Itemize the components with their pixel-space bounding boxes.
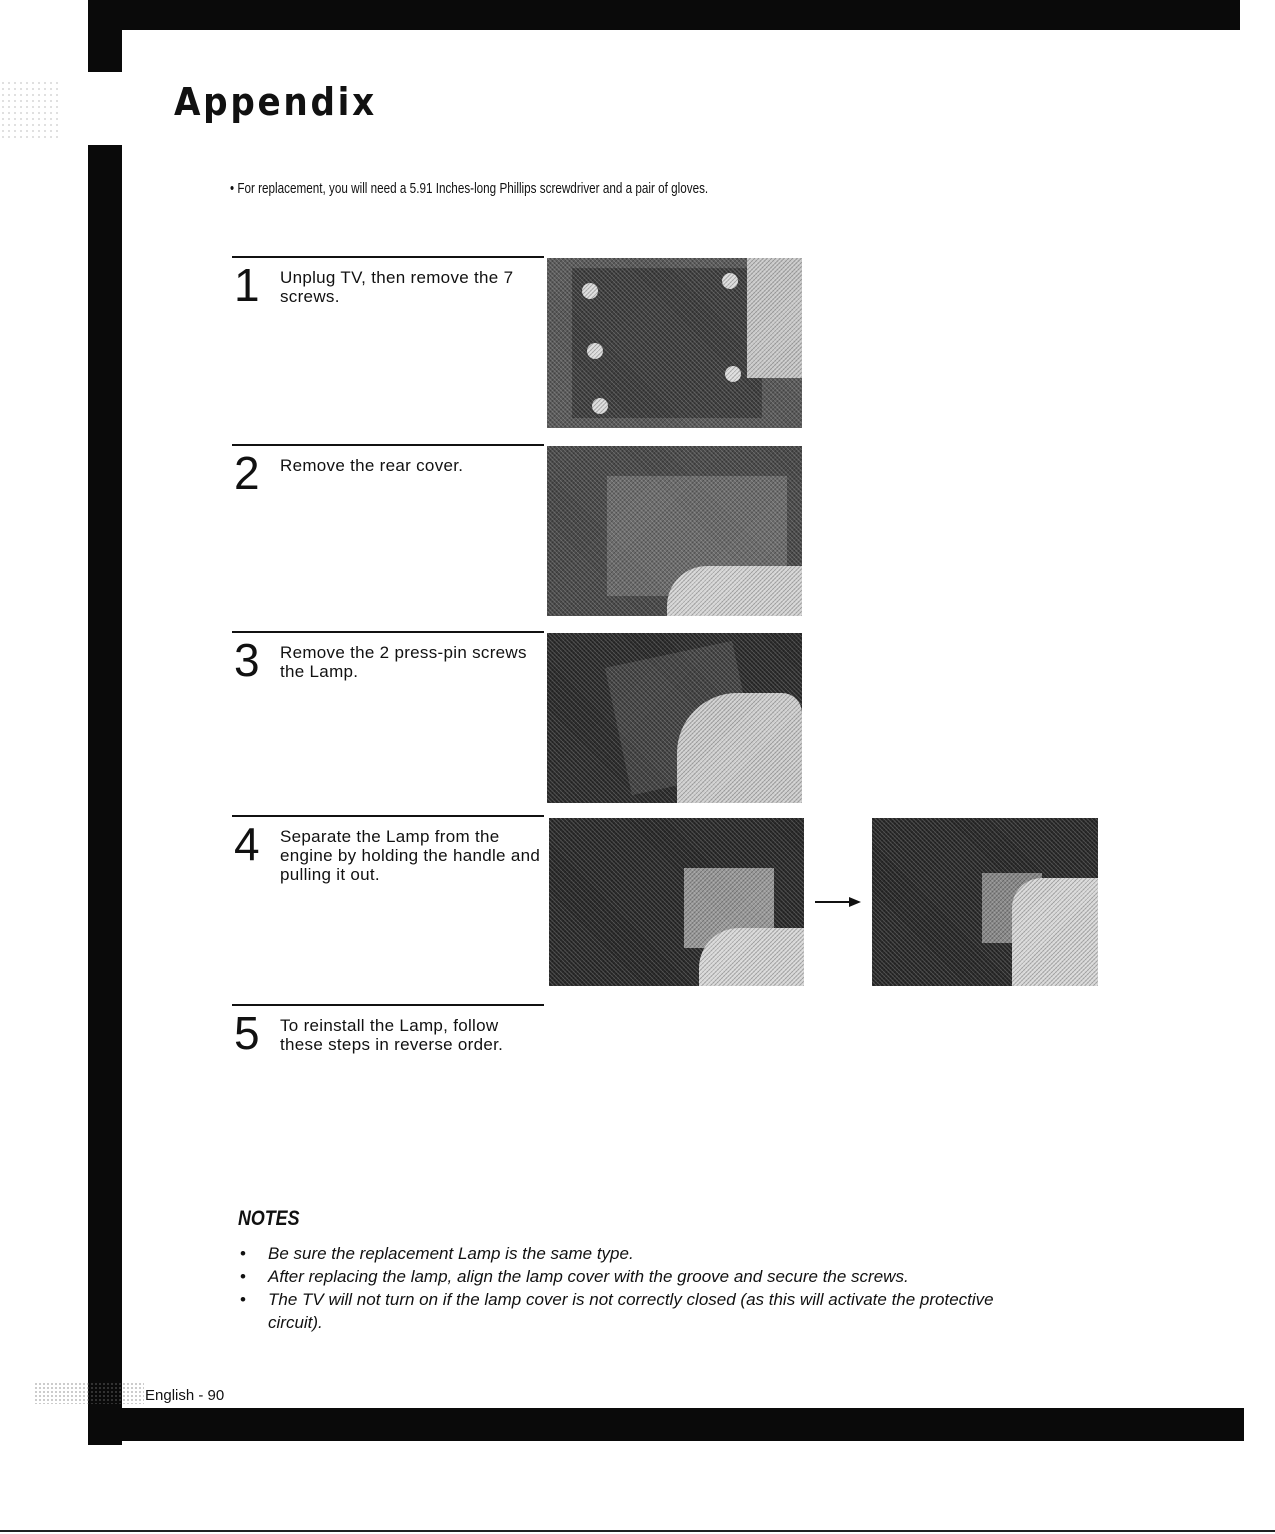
step-text: To reinstall the Lamp, follow these steps in reverse order. xyxy=(280,1016,504,1054)
step-text: Separate the Lamp from the engine by holding the handle and pulling it out. xyxy=(280,827,541,884)
step-rule xyxy=(232,631,544,633)
arrow-right-icon xyxy=(815,896,861,908)
step-number: 3 xyxy=(234,634,260,686)
step-3 xyxy=(232,631,544,801)
step-1-photo xyxy=(547,258,802,428)
step-rule xyxy=(232,1004,544,1006)
step-number: 4 xyxy=(234,818,260,870)
scan-speckle xyxy=(0,80,60,140)
step-text: Remove the 2 press-pin screws the Lamp. xyxy=(280,643,527,681)
page-title: Appendix xyxy=(174,80,377,124)
bottom-rule xyxy=(0,1530,1275,1532)
intro-text: • For replacement, you will need a 5.91 Inches-long Phillips screwdriver and a pair of gloves. xyxy=(230,180,709,197)
bottom-bar xyxy=(92,1408,1244,1441)
page-number: English - 90 xyxy=(145,1387,225,1404)
step-4 xyxy=(232,815,544,985)
step-rule xyxy=(232,444,544,446)
left-bar xyxy=(88,145,122,1445)
step-1 xyxy=(232,256,544,426)
step-number: 5 xyxy=(234,1007,260,1059)
step-4-photo-b xyxy=(872,818,1098,986)
step-text: Remove the rear cover. xyxy=(280,456,464,475)
step-3-photo xyxy=(547,633,802,803)
note-item: • The TV will not turn on if the lamp cover is not correctly closed (as this will activate the protective circuit). xyxy=(240,1288,1040,1334)
step-text: Unplug TV, then remove the 7 screws. xyxy=(280,268,514,306)
left-bar-upper xyxy=(88,0,122,72)
top-bar xyxy=(88,0,1240,30)
step-4-photo-a xyxy=(549,818,804,986)
step-5 xyxy=(232,1004,544,1074)
note-item: • After replacing the lamp, align the lamp cover with the groove and secure the screws. xyxy=(240,1265,1040,1288)
step-2-photo xyxy=(547,446,802,616)
note-item: • Be sure the replacement Lamp is the same type. xyxy=(240,1242,1040,1265)
step-rule xyxy=(232,815,544,817)
scan-speckle-footer xyxy=(34,1382,144,1404)
notes-list xyxy=(240,1242,1040,1334)
step-number: 1 xyxy=(234,259,260,311)
step-number: 2 xyxy=(234,447,260,499)
step-2 xyxy=(232,444,544,614)
step-rule xyxy=(232,256,544,258)
notes-title: NOTES xyxy=(238,1207,300,1230)
